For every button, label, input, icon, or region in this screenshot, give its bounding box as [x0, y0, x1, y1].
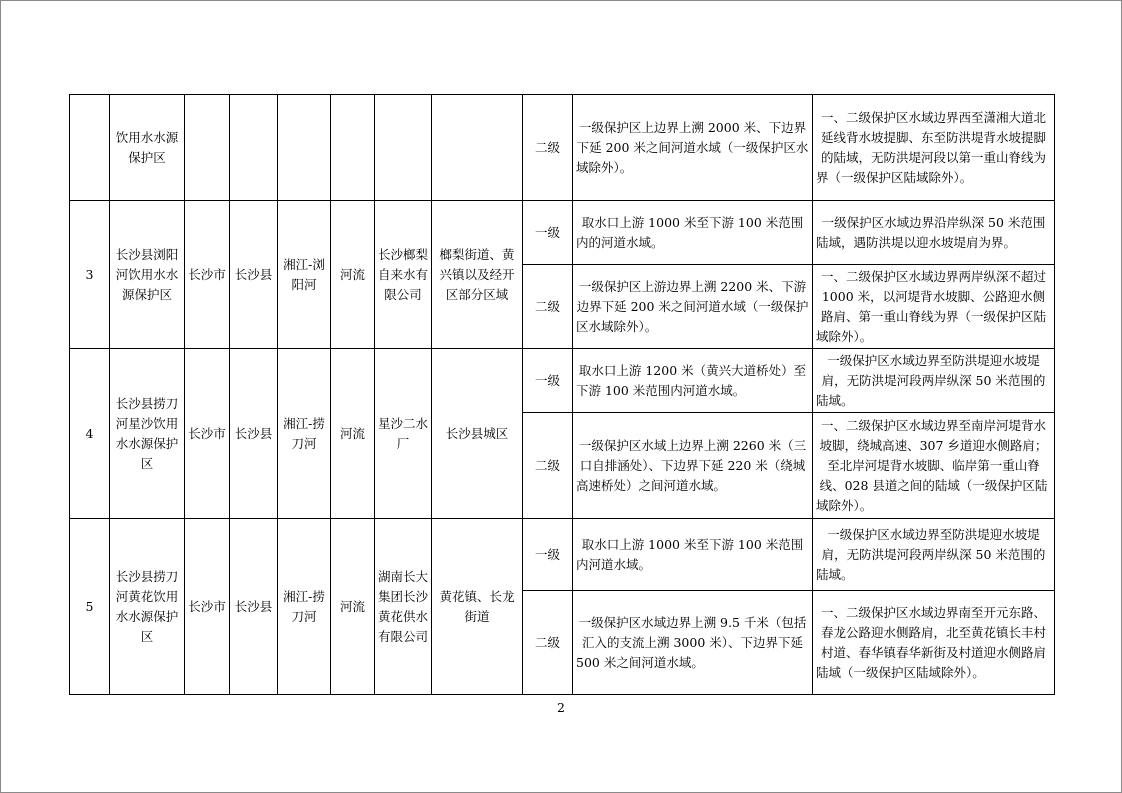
- supplier-cell: 星沙二水厂: [375, 349, 432, 519]
- table-row: [70, 349, 1055, 413]
- water-scope: 一级保护区水域上边界上溯 2260 米（三口自排涵处）、下边界下延 220 米（绕城高速桥处）之间河道水域。: [573, 413, 813, 519]
- area-cell: [432, 95, 523, 201]
- water-type-cell: [331, 95, 375, 201]
- city-cell: 长沙市: [185, 201, 230, 349]
- water-type-cell: 河流: [331, 519, 375, 695]
- county-cell: 长沙县: [230, 519, 278, 695]
- river-cell: 湘江-捞刀河: [278, 349, 331, 519]
- protection-level: 二级: [523, 591, 573, 695]
- river-cell: 湘江-捞刀河: [278, 519, 331, 695]
- table-row: [70, 519, 1055, 591]
- index-cell: [70, 95, 110, 201]
- supplier-cell: 长沙榔梨自来水有限公司: [375, 201, 432, 349]
- index-cell: 5: [70, 519, 110, 695]
- index-cell: 3: [70, 201, 110, 349]
- city-cell: [185, 95, 230, 201]
- water-scope: 一级保护区上边界上溯 2000 米、下边界下延 200 米之间河道水域（一级保护区水域除外）。: [573, 95, 813, 201]
- protection-level: 一级: [523, 349, 573, 413]
- protection-level: 二级: [523, 413, 573, 519]
- table-row: [70, 201, 1055, 265]
- area-cell: 长沙县城区: [432, 349, 523, 519]
- city-cell: 长沙市: [185, 519, 230, 695]
- water-type-cell: 河流: [331, 201, 375, 349]
- supplier-cell: 湖南长大集团长沙黄花供水有限公司: [375, 519, 432, 695]
- area-cell: 榔梨街道、黄兴镇以及经开区部分区域: [432, 201, 523, 349]
- index-cell: 4: [70, 349, 110, 519]
- water-type-cell: 河流: [331, 349, 375, 519]
- water-scope: 取水口上游 1000 米至下游 100 米范围内的河道水域。: [573, 201, 813, 265]
- supplier-cell: [375, 95, 432, 201]
- county-cell: 长沙县: [230, 349, 278, 519]
- land-scope: 一级保护区水域边界沿岸纵深 50 米范围陆域，遇防洪堤以迎水坡堤肩为界。: [813, 201, 1055, 265]
- protection-level: 一级: [523, 201, 573, 265]
- table-row: [70, 95, 1055, 201]
- water-scope: 取水口上游 1000 米至下游 100 米范围内河道水域。: [573, 519, 813, 591]
- river-cell: [278, 95, 331, 201]
- city-cell: 长沙市: [185, 349, 230, 519]
- protection-level: 二级: [523, 265, 573, 349]
- protection-area-name: 长沙县捞刀河星沙饮用水水源保护区: [110, 349, 185, 519]
- land-scope: 一、二级保护区水域边界两岸纵深不超过 1000 米，以河堤背水坡脚、公路迎水侧路肩、第一重山脊线为界（一级保护区陆域除外）。: [813, 265, 1055, 349]
- water-scope: 一级保护区水域边界上溯 9.5 千米（包括汇入的支流上溯 3000 米）、下边界下延 500 米之间河道水域。: [573, 591, 813, 695]
- land-scope: 一级保护区水域边界至防洪堤迎水坡堤肩，无防洪堤河段两岸纵深 50 米范围的陆域。: [813, 519, 1055, 591]
- county-cell: [230, 95, 278, 201]
- area-cell: 黄花镇、长龙街道: [432, 519, 523, 695]
- water-source-protection-table: [69, 94, 1055, 695]
- protection-level: 一级: [523, 519, 573, 591]
- river-cell: 湘江-浏阳河: [278, 201, 331, 349]
- land-scope: 一、二级保护区水域边界至南岸河堤背水坡脚，绕城高速、307 乡道迎水侧路肩；至北岸河堤背水坡脚、临岸第一重山脊线、028 县道之间的陆域（一级保护区陆域除外）。: [813, 413, 1055, 519]
- land-scope: 一级保护区水域边界至防洪堤迎水坡堤肩，无防洪堤河段两岸纵深 50 米范围的陆域。: [813, 349, 1055, 413]
- protection-area-name: 饮用水水源保护区: [110, 95, 185, 201]
- land-scope: 一、二级保护区水域边界南至开元东路、春龙公路迎水侧路肩，北至黄花镇长丰村村道、春华镇春华新街及村道迎水侧路肩陆域（一级保护区陆域除外）。: [813, 591, 1055, 695]
- land-scope: 一、二级保护区水域边界西至潇湘大道北延线背水坡提脚、东至防洪堤背水坡提脚的陆域，无防洪堤河段以第一重山脊线为界（一级保护区陆域除外）。: [813, 95, 1055, 201]
- water-scope: 取水口上游 1200 米（黄兴大道桥处）至下游 100 米范围内河道水域。: [573, 349, 813, 413]
- county-cell: 长沙县: [230, 201, 278, 349]
- page-number: 2: [557, 700, 565, 715]
- protection-level: 二级: [523, 95, 573, 201]
- protection-area-name: 长沙县捞刀河黄花饮用水水源保护区: [110, 519, 185, 695]
- protection-area-name: 长沙县浏阳河饮用水水源保护区: [110, 201, 185, 349]
- water-scope: 一级保护区上游边界上溯 2200 米、下游边界下延 200 米之间河道水域（一级保护区水域除外）。: [573, 265, 813, 349]
